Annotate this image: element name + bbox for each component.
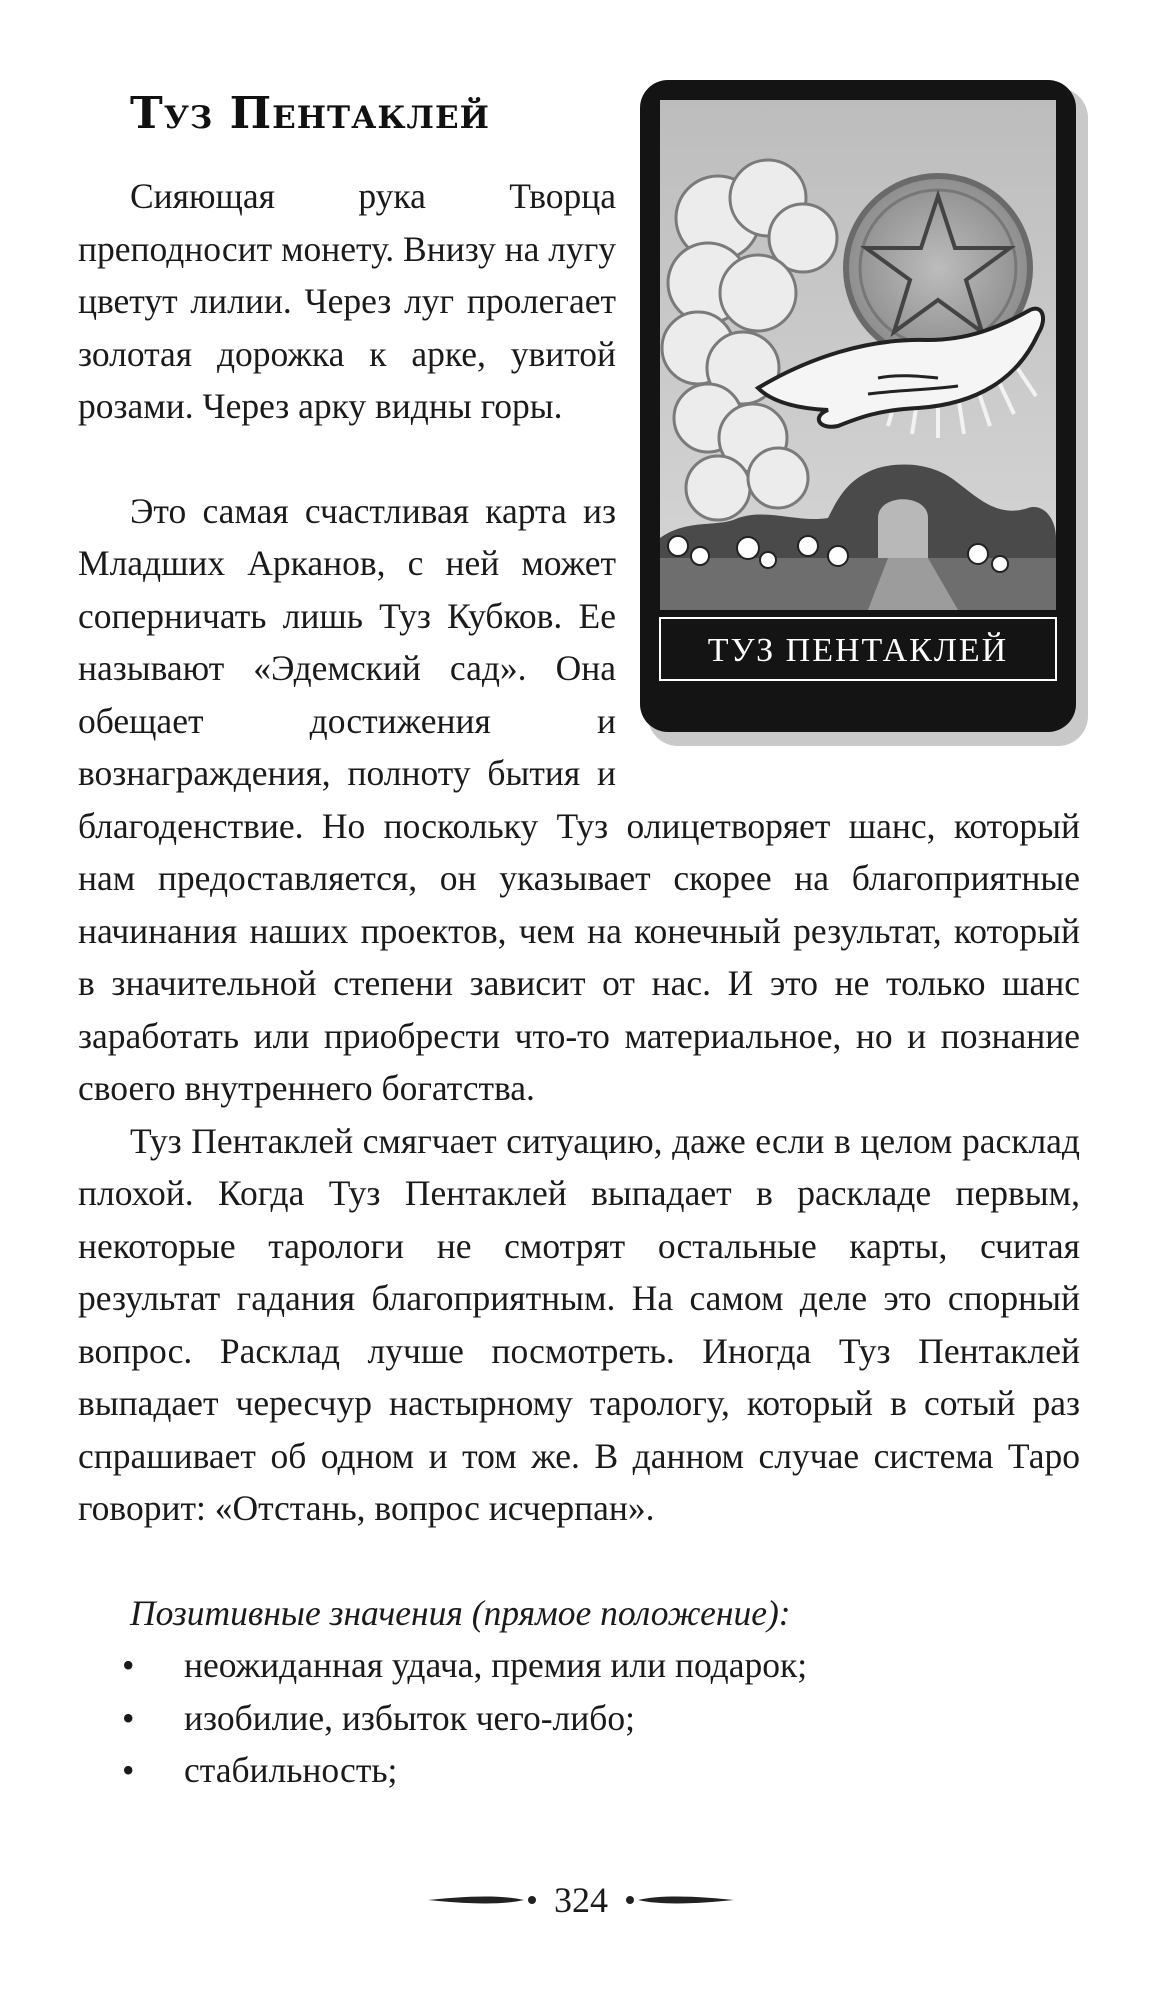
tarot-card-illustration [638,78,1092,750]
paragraph-meaning: Это самая счастливая карта из Младших Арканов, с ней может соперничать лишь Туз Кубков. Ее называют «Эдемский сад». Она обещает достижения и вознаграждения, полноту бытия и благоденствие. Но поскольку Туз олицетворяет шанс, который нам предоставляется, он указывает скорее на благоприятные начинания наших проектов, чем на конечный результат, который в значительной степени зависит от нас. И это не только шанс заработать или приобрести что-то материальное, но и познание своего внутреннего богатства. [78,490,1080,1108]
list-item: • изобилие, избыток чего-либо; [78,1692,1080,1745]
ornament-icon [624,1890,734,1910]
tarot-card-svg [638,78,1092,750]
positive-meanings-list [78,1639,1080,1797]
page-footer [0,1870,1162,1930]
list-item: • стабильность; [78,1744,1080,1797]
list-item: • неожиданная удача, премия или подарок; [78,1639,1080,1692]
bullet-icon: • [122,1750,135,1790]
positive-meanings-label: Позитивные значения (прямое положение): [130,1592,791,1633]
paragraph-reading: Туз Пентаклей смягчает ситуацию, даже если в целом расклад плохой. Когда Туз Пентаклей выпадает в раскладе первым, некоторые тарологи не смотрят остальные карты, считая результат гадания благоприятным. На самом деле это спорный вопрос. Расклад лучше посмотреть. Иногда Туз Пентаклей выпадает чересчур настырному тарологу, который в сотый раз спрашивает об одном и том же. В данном случае система Таро говорит: «Отстань, вопрос исчерпан». [78,1120,1080,1528]
bullet-icon: • [122,1645,135,1685]
paragraph-description: Сияющая рука Творца преподносит монету. Внизу на лугу цветут лилии. Через луг пролегает золотая дорожка к арке, увитой розами. Через арку видны горы. [78,176,617,426]
page-number: 324 [554,1880,608,1920]
ornament-icon [428,1890,538,1910]
card-caption: ТУЗ ПЕНТАКЛЕЙ [707,632,1009,669]
page-title: Туз Пентаклей [130,88,490,139]
body-text [78,170,1080,1797]
bullet-icon: • [122,1697,135,1738]
